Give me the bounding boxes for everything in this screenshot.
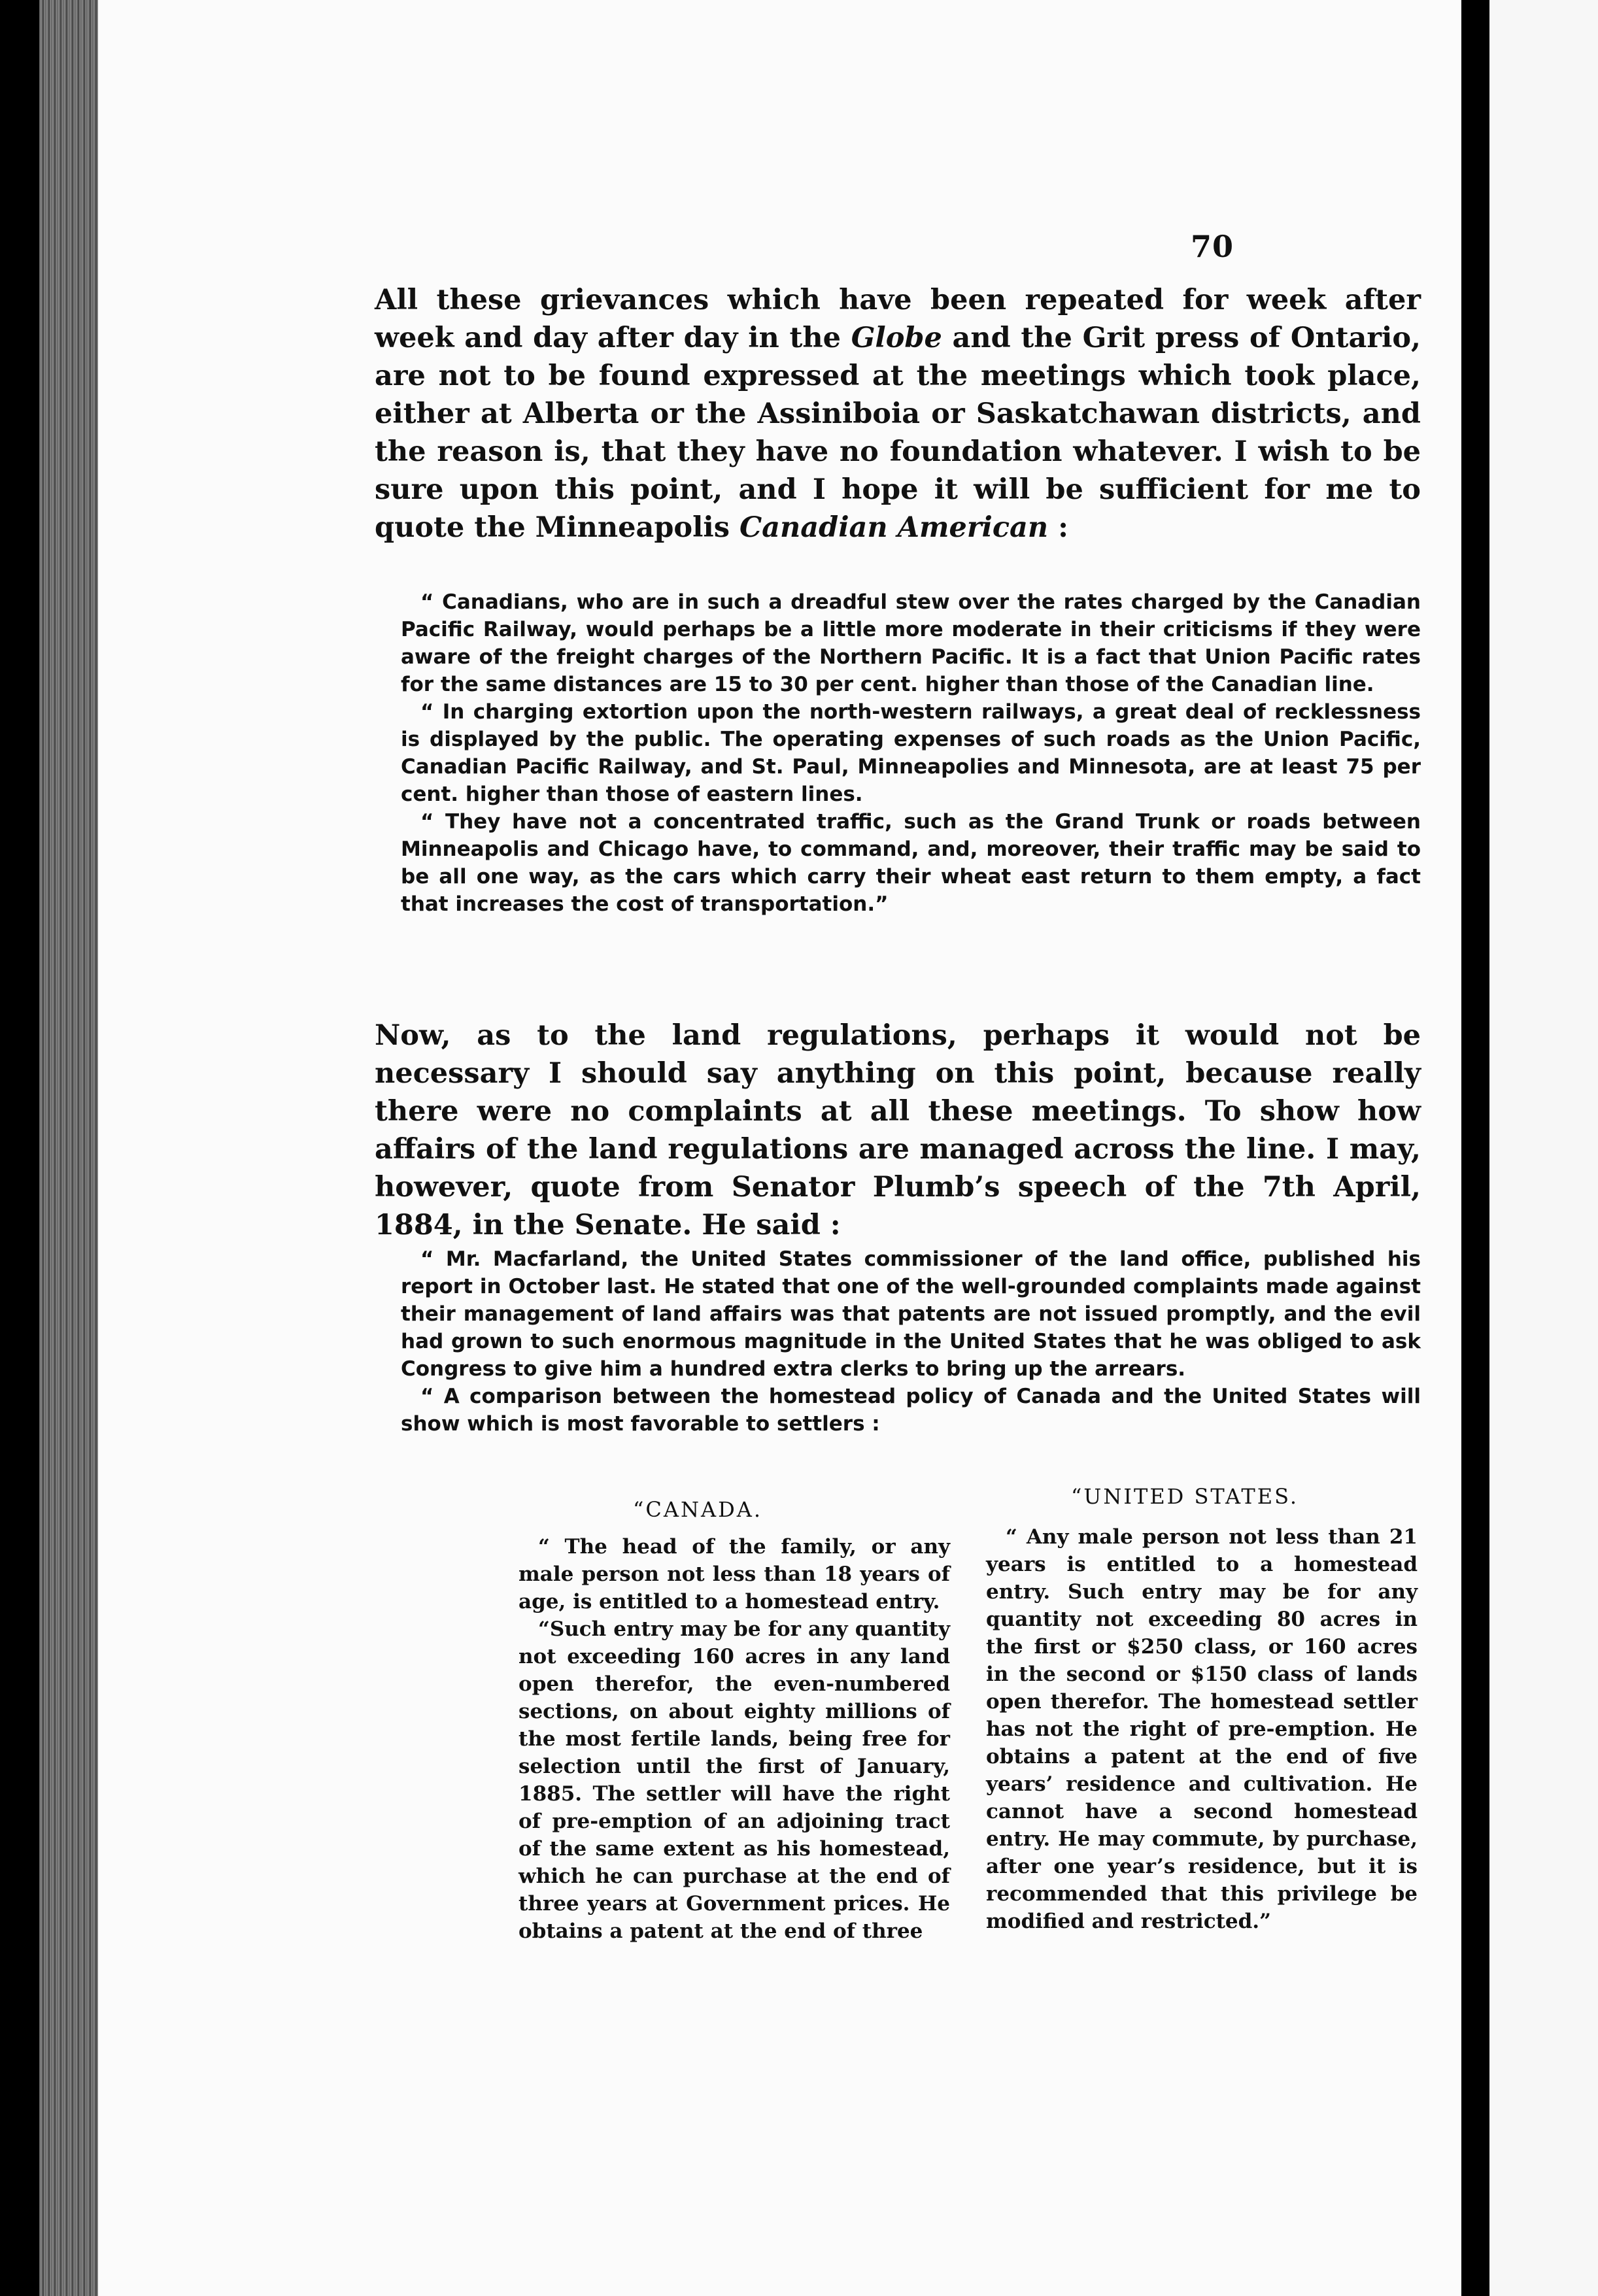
para1-text-b: and the Grit press of Ontario, are not to be found expressed at the meetings which took place, either at Alberta or the Assiniboia or Saskatchawan districts, and the reason is, that they have no foundation whatever. I wish to be sure upon this point, and I hope it will be sufficient for me to quote the Minneapolis: [375, 322, 1421, 544]
quote-canadian-american: [401, 588, 1421, 918]
paragraph-land-regulations: Now, as to the land regulations, perhaps it would not be necessary I should say anything on this point, because really there were no complaints at all these meetings. To show how affairs of the land regulations are managed across the line. I may, however, quote from Senator Plumb’s speech of the 7th April, 1884, in the Senate. He said :: [375, 1019, 1421, 1241]
quote1-paragraph: “ Canadians, who are in such a dreadful stew over the rates charged by the Canadian Pacific Railway, would perhaps be a little more moderate in their criticisms if they were aware of the freight charges of the Northern Pacific. It is a fact that Union Pacific rates for the same distances are 15 to 30 per cent. higher than those of the Canadian line.: [401, 590, 1421, 696]
canada-heading: “CANADA.: [633, 1497, 762, 1522]
page-number: 70: [1191, 229, 1234, 264]
united-states-heading: “UNITED STATES.: [1071, 1484, 1299, 1509]
canada-column: [518, 1533, 950, 1945]
quote2-paragraph: “ A comparison between the homestead policy of Canada and the United States will show which is most favorable to settlers :: [401, 1385, 1421, 1436]
para1-italic-globe: Globe: [851, 322, 942, 354]
next-page-edge: [1489, 0, 1598, 2296]
para1-text-a: All these grievances which have been repeated for week after week and day after day in the: [375, 284, 1421, 354]
quote-senator-plumb: [401, 1245, 1421, 1438]
paragraph-grievances: [375, 281, 1421, 547]
canada-paragraph: “Such entry may be for any quantity not exceeding 160 acres in any land open therefor, the even-numbered sections, on about eighty millions of the most fertile lands, being free for selection until the first of January, 1885. The settler will have the right of pre-emption of an adjoining tract of the same extent as his homestead, which he can purchase at the end of three years at Government prices. He obtains a patent at the end of three: [518, 1617, 950, 1943]
book-binding-edge: [39, 0, 101, 2296]
para1-italic-canadian-american: Canadian American: [739, 511, 1049, 544]
united-states-paragraph: “ Any male person not less than 21 years is entitled to a homestead entry. Such entry may be for any quantity not exceeding 80 acres in the first or $250 class, or 160 acres in the second or $150 class of lands open therefor. The homestead settler has not the right of pre-emption. He obtains a patent at the end of five years’ residence and cultivation. He cannot have a second homestead entry. He may commute, by purchase, after one year’s residence, but it is recommended that this privilege be modified and restricted.”: [986, 1525, 1418, 1933]
quote2-paragraph: “ Mr. Macfarland, the United States commissioner of the land office, published his report in October last. He stated that one of the well-grounded complaints made against their management of land affairs was that patents are not issued promptly, and the evil had grown to such enormous magnitude in the United States that he was obliged to ask Congress to give him a hundred extra clerks to bring up the arrears.: [401, 1247, 1421, 1381]
quote1-paragraph: “ In charging extortion upon the north-western railways, a great deal of recklessness is displayed by the public. The operating expenses of such roads as the Union Pacific, Canadian Pacific Railway, and St. Paul, Minneapolies and Minnesota, are at least 75 per cent. higher than those of eastern lines.: [401, 700, 1421, 806]
quote1-paragraph: “ They have not a concentrated traffic, such as the Grand Trunk or roads between Minneapolis and Chicago have, to command, and, moreover, their traffic may be said to be all one way, as the cars which carry their wheat east return to them empty, a fact that increases the cost of transportation.”: [401, 810, 1421, 916]
canada-paragraph: “ The head of the family, or any male person not less than 18 years of age, is entitled to a homestead entry.: [518, 1535, 950, 1613]
para1-text-c: :: [1048, 511, 1069, 544]
united-states-column: [986, 1523, 1418, 1935]
book-page: [98, 0, 1461, 2296]
